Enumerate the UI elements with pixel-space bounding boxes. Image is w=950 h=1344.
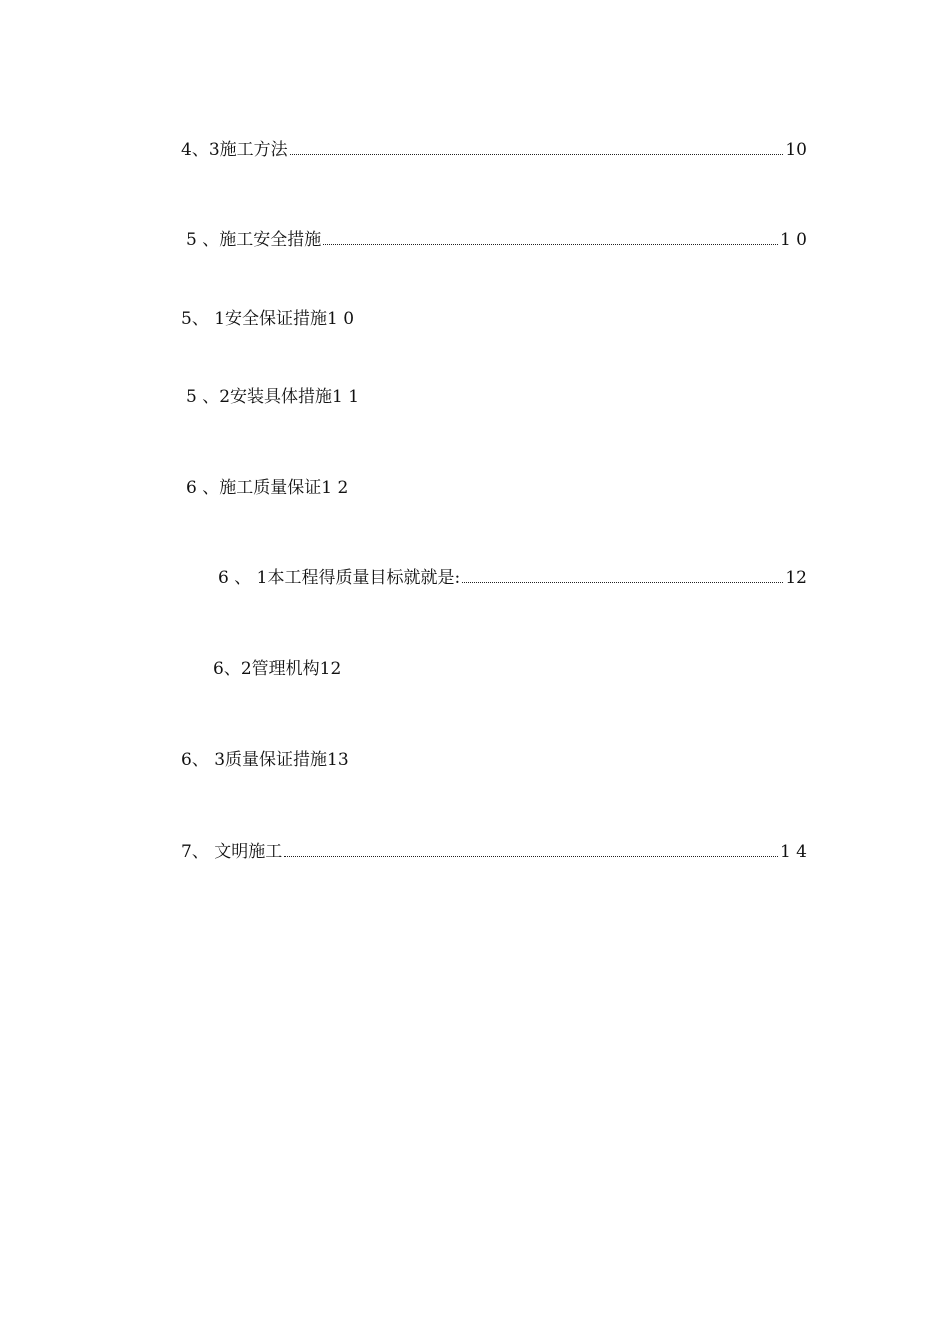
toc-entry[interactable]: [218, 567, 807, 589]
toc-entry-title: 5 、2安装具体措施1 1: [186, 387, 360, 407]
toc-entry-page: 12: [785, 568, 807, 588]
toc-entry-title: 5、 1安全保证措施1 0: [181, 309, 355, 329]
toc-entry[interactable]: [213, 658, 341, 680]
toc-entry[interactable]: [186, 229, 807, 251]
dot-leader: [284, 856, 778, 857]
toc-entry[interactable]: [181, 749, 349, 771]
toc-entry-page: 1 0: [779, 230, 807, 250]
toc-entry-page: 1 4: [779, 842, 807, 862]
toc-entry[interactable]: [181, 308, 354, 330]
toc-entry[interactable]: [186, 386, 359, 408]
toc-entry[interactable]: [181, 139, 807, 161]
toc-entry-title: 6、 3质量保证措施13: [181, 750, 349, 770]
toc-entry[interactable]: [186, 477, 348, 499]
toc-entry[interactable]: [181, 841, 807, 863]
toc-entry-title: 7、 文明施工: [181, 842, 283, 862]
toc-entry-title: 4、3施工方法: [181, 140, 288, 160]
toc-entry-title: 6 、施工质量保证1 2: [186, 478, 349, 498]
dot-leader: [323, 244, 778, 245]
dot-leader: [290, 154, 784, 155]
toc-entry-title: 6 、 1本工程得质量目标就就是:: [218, 568, 461, 588]
toc-entry-title: 5 、施工安全措施: [186, 230, 322, 250]
toc-entry-title: 6、2管理机构12: [213, 659, 342, 679]
toc-entry-page: 10: [785, 140, 807, 160]
dot-leader: [462, 582, 783, 583]
